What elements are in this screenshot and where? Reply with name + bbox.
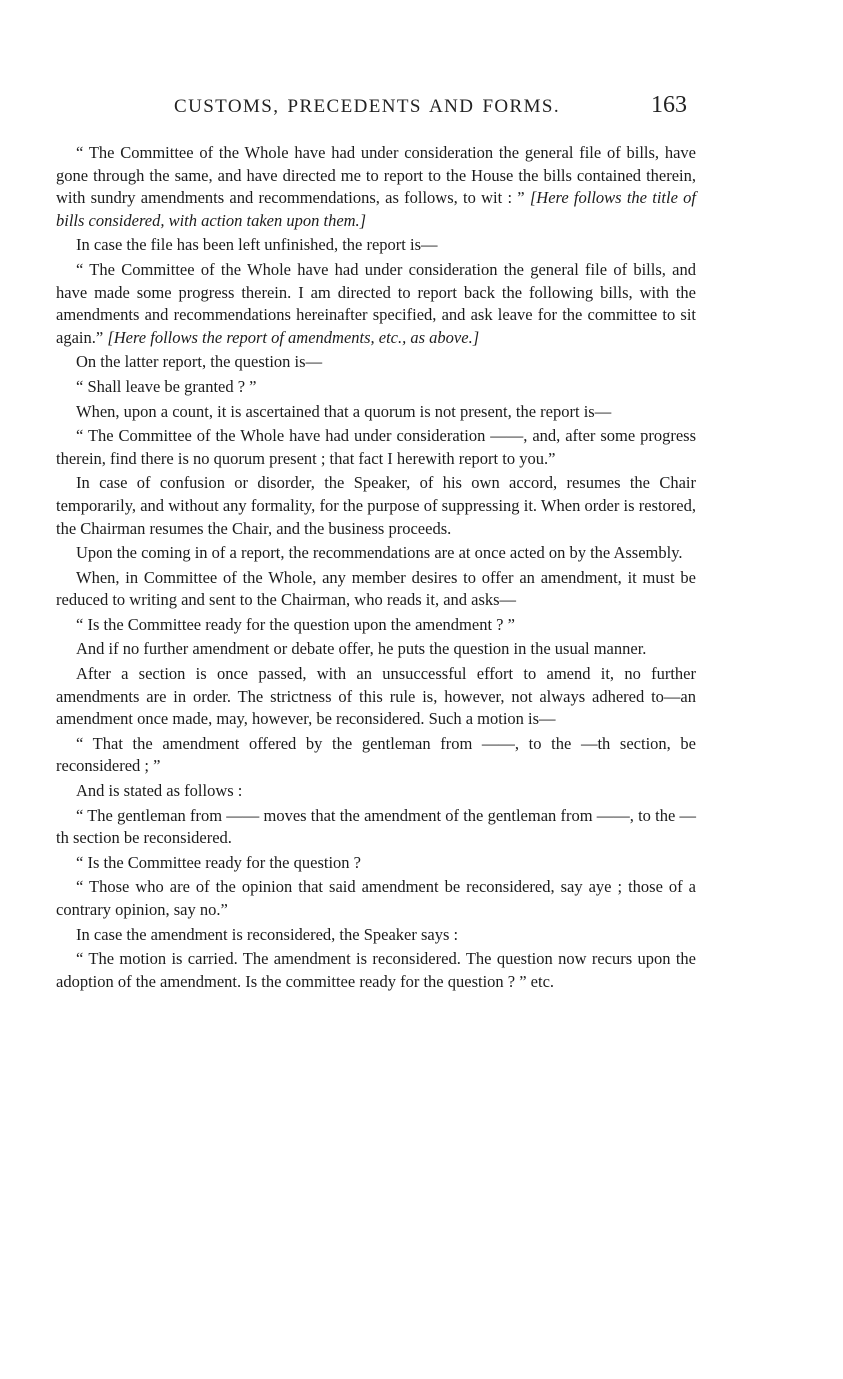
page-number: 163 — [651, 92, 687, 118]
paragraph: In case the amendment is reconsidered, the Speaker says : — [76, 924, 459, 944]
paragraph: “ Is the Committee ready for the question upon the amendment ? ” — [76, 614, 515, 634]
paragraph: Upon the coming in of a report, the recommendations are at once acted on by the Assembly. — [76, 543, 683, 563]
paragraph: And if no further amendment or debate offer, he puts the question in the usual manner. — [76, 639, 647, 659]
paragraph: And is stated as follows : — [76, 781, 243, 801]
editorial-note: [Here follows the report of amendments, etc., as above.] — [107, 327, 480, 347]
paragraph: “ The Committee of the Whole have had under consideration ——, and, after some progress therein, find there is no quorum present ; that fact I herewith report to you.” — [56, 426, 696, 468]
paragraph: On the latter report, the question is— — [76, 352, 323, 372]
paragraph: When, upon a count, it is ascertained that a quorum is not present, the report is— — [76, 401, 612, 421]
paragraph: After a section is once passed, with an unsuccessful effort to amend it, no further amendments are in order. The strictness of this rule is, however, not always adhered to—an amendment once made, may, however, be reconsidered. Such a motion is— — [56, 664, 696, 729]
paragraph: “ Is the Committee ready for the question ? — [76, 852, 361, 872]
paragraph: “ That the amendment offered by the gentleman from ——, to the —th section, be reconsidered ; ” — [56, 733, 696, 776]
paragraph: “ Those who are of the opinion that said amendment be reconsidered, say aye ; those of a contrary opinion, say no.” — [56, 877, 696, 919]
report-quote: “ The Committee of the Whole have had under consideration the general file of bills, and have made some progress therein. I am directed to report back the following bills, with the amendments and recommendations hereinafter specified, and ask leave for the committee to sit again.” — [56, 259, 696, 347]
paragraph: When, in Committee of the Whole, any member desires to offer an amendment, it must be reduced to writing and sent to the Chairman, who reads it, and asks— — [56, 567, 696, 610]
report-quote: “ The Committee of the Whole have had under consideration the general file of bills, have gone through the same, and have directed me to report to the House the bills contained therein, with sundry amendments and recommendations, as follows, to wit : ” — [56, 143, 696, 208]
running-title: CUSTOMS, PRECEDENTS AND FORMS. — [174, 96, 561, 117]
paragraph: In case the file has been left unfinished, the report is— — [76, 235, 438, 255]
paragraph: “ Shall leave be granted ? ” — [76, 376, 257, 396]
paragraph: “ The motion is carried. The amendment is reconsidered. The question now recurs upon the adoption of the amendment. Is the committee ready for the question ? ” etc. — [56, 949, 696, 991]
paragraph-committee-report — [56, 142, 696, 232]
editorial-note: [Here follows the title of bills considered, with action taken upon them.] — [56, 188, 697, 230]
page-header — [0, 92, 843, 128]
paragraph: In case of confusion or disorder, the Speaker, of his own accord, resumes the Chair temporarily, and without any formality, for the purpose of suppressing it. When order is restored, the Chairman resumes the Chair, and the business proceeds. — [56, 473, 696, 538]
body-text — [56, 142, 696, 995]
paragraph: “ The gentleman from —— moves that the amendment of the gentleman from ——, to the —th section be reconsidered. — [56, 805, 696, 848]
paragraph-unfinished-report — [56, 259, 696, 349]
